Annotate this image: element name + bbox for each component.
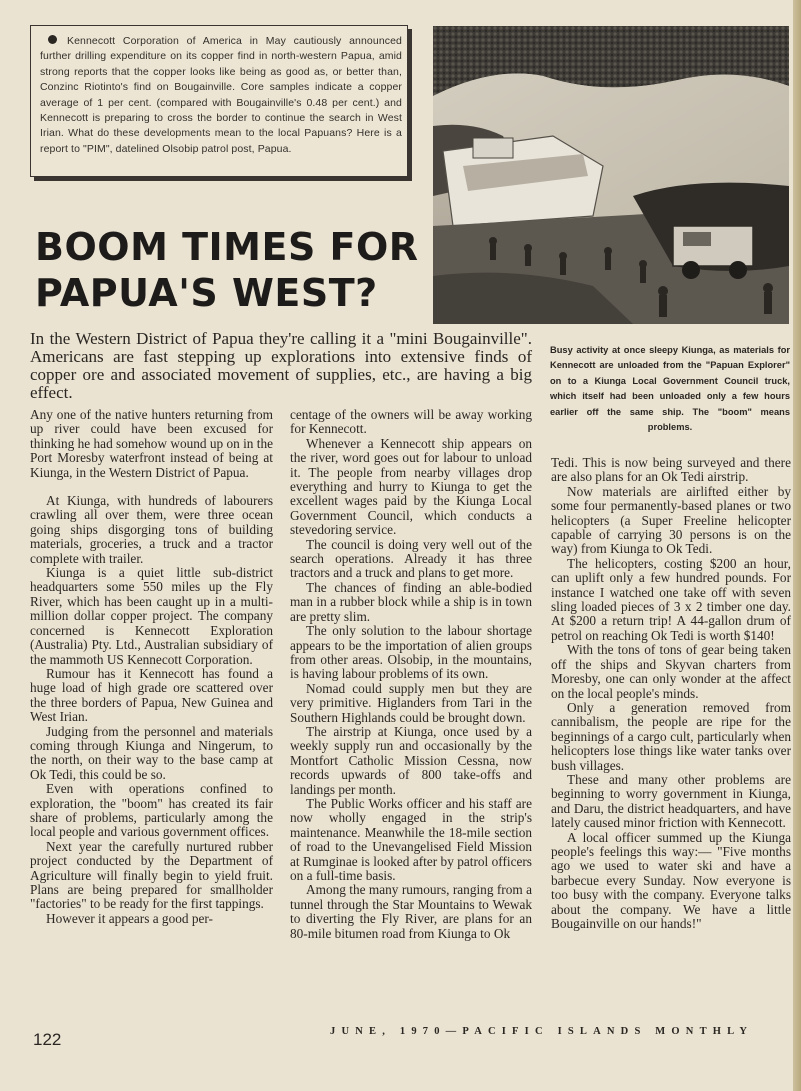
article-column-1 <box>30 408 273 926</box>
paragraph: The only solution to the labour shortage appears to be the importation of alien groups from other areas. Olsobip, in the mountains, is having labour problems of its own. <box>290 623 532 682</box>
paragraph: The airstrip at Kiunga, once used by a weekly supply run and occasionally by the Montfort Catholic Mission Cessna, now records upwards of 800 take-offs and landings per month. <box>290 723 532 797</box>
intro-text: Kennecott Corporation of America in May cautiously announced further drilling expenditure on its copper find in north-western Papua, amid strong reports that the copper looks like being as good as, or better than, Conzinc Riotinto's find on Bougainville. Core samples indicate a copper average of 1 per cent. (compared with Bougainville's 0.48 per cent.) and Kennecott is preparing to cross the border to continue the search in West Irian. What do these developments mean to the local Papuans? Here is a report to "PIM", datelined Olsobip patrol post, Papua. <box>40 35 402 155</box>
paragraph: Nomad could supply men but they are very primitive. Higlanders from Tari in the Southern Highlands could be brought down. <box>290 680 532 725</box>
paragraph: Any one of the native hunters returning from up river could have been excused for thinking he had somehow wound up on in the Port Moresby waterfront instead of being at Kiunga, in the Western District of Papua. <box>30 407 274 480</box>
article-column-3 <box>551 456 791 931</box>
paragraph: These and many other problems are beginning to worry government in Kiunga, and Daru, the district headquarters, and have lately caused minor friction with Kennecott. <box>551 771 791 831</box>
paragraph: Rumour has it Kennecott has found a huge load of high grade ore scattered over the three borders of Papua, New Guinea and West Irian. <box>30 665 273 725</box>
paragraph: At Kiunga, with hundreds of labourers crawling all over them, were three ocean going ships disgorging tons of building materials, groceries, a truck and a tractor complete with trailer. <box>30 493 273 566</box>
paragraph: Tedi. This is now being surveyed and there are also plans for an Ok Tedi airstrip. <box>551 455 791 485</box>
headline <box>35 224 419 316</box>
lead-paragraph: In the Western District of Papua they're calling it a "mini Bougainville". Americans are fast stepping up explorations into extensive finds of copper ore and associated movement of supplies, etc., are having a big effect. <box>30 329 532 402</box>
paragraph: Only a generation removed from cannibalism, the people are ripe for the beginnings of a cargo cult, particularly when helicopters lose things like water tanks over bush villages. <box>551 699 791 773</box>
paragraph: Kiunga is a quiet little sub-district headquarters some 550 miles up the Fly River, which has been caught up in a multi-million dollar copper project. The company concerned is Kennecott Exploration (Australia) Pty. Ltd., Australian subsidiary of the mammoth US Kennecott Corporation. <box>30 565 273 667</box>
paragraph: With the tons of tons of gear being taken off the ships and Skyvan charters from Moresby, one can only wonder at the affect on the local people's minds. <box>551 642 791 701</box>
headline-line-2: PAPUA'S WEST? <box>35 271 378 315</box>
page-edge <box>793 0 801 1091</box>
page-number: 122 <box>33 1030 62 1049</box>
headline-line-1: BOOM TIMES FOR <box>35 225 419 269</box>
paragraph: A local officer summed up the Kiunga people's feelings this way:— "Five months ago we used to water ski and have a barbecue every Sunday. Now everyone is too busy with the company. Everyone talks about the company. We have a little Bougainville on our hands!" <box>551 829 791 931</box>
paragraph: However it appears a good per- <box>46 910 213 926</box>
paragraph: The council is doing very well out of the search operations. Already it has three tractors and a truck and plans to get more. <box>290 536 532 581</box>
paragraph: centage of the owners will be away working for Kennecott. <box>290 407 532 437</box>
paragraph: Now materials are airlifted either by some four permanently-based planes or two helicopters (a Super Freeline helicopter capable of carrying 30 persons is on the way) from Kiunga to Ok Tedi. <box>551 483 791 557</box>
paragraph: The Public Works officer and his staff are now wholly engaged in the strip's maintenance. Meanwhile the 18-mile section of road to the Unevangelised Field Mission at Rumginae is looked after by patrol officers on a full-time basis. <box>290 795 532 883</box>
kiunga-wharf-photo <box>433 26 789 324</box>
paragraph: Among the many rumours, ranging from a tunnel through the Star Mountains to Wewak to diverting the Fly River, are plans for an 80-mile bitumen road from Kiunga to Ok <box>290 882 532 941</box>
photo-caption: Busy activity at once sleepy Kiunga, as materials for Kennecott are unloaded from the "Papuan Explorer" on to a Kiunga Local Government Council truck, which itself had been unloaded only a few hours earlier off the same ship. The "boom" means problems. <box>550 345 790 433</box>
paragraph: Next year the carefully nurtured rubber project conducted by the Department of Agriculture will finally begin to yield fruit. Plans are being prepared for smallholder "factories" to be ready for the first tappings. <box>30 838 273 912</box>
issue-footer: JUNE, 1970—PACIFIC ISLANDS MONTHLY <box>330 1026 754 1037</box>
bullet-icon <box>48 35 57 44</box>
paragraph: The helicopters, costing $200 an hour, can uplift only a few hundred pounds. For instance I watched one take off with seven sling loaded pieces of 3 x 2 timber one day. At $200 a return trip! A 44-gallon drum of petrol on reaching Ok Tedi is worth $140! <box>551 555 791 643</box>
article-column-2 <box>290 408 532 941</box>
paragraph: Whenever a Kennecott ship appears on the river, word goes out for labour to unload it. The people from nearby villages drop everything and hurry to Kiunga to get the excellent wages paid by the Kiunga Local Government Council, which conducts a stevedoring service. <box>290 435 532 538</box>
intro-paragraph <box>40 34 402 157</box>
paragraph: Even with operations confined to exploration, the "boom" has created its fair share of problems, particularly among the local people and various government offices. <box>30 781 273 840</box>
paragraph: Judging from the personnel and materials coming through Kiunga and Ningerum, to the north, on their way to the base camp at Ok Tedi, this could be so. <box>30 723 273 782</box>
paragraph: The chances of finding an able-bodied man in a rubber block while a ship is in town are pretty slim. <box>290 579 532 624</box>
